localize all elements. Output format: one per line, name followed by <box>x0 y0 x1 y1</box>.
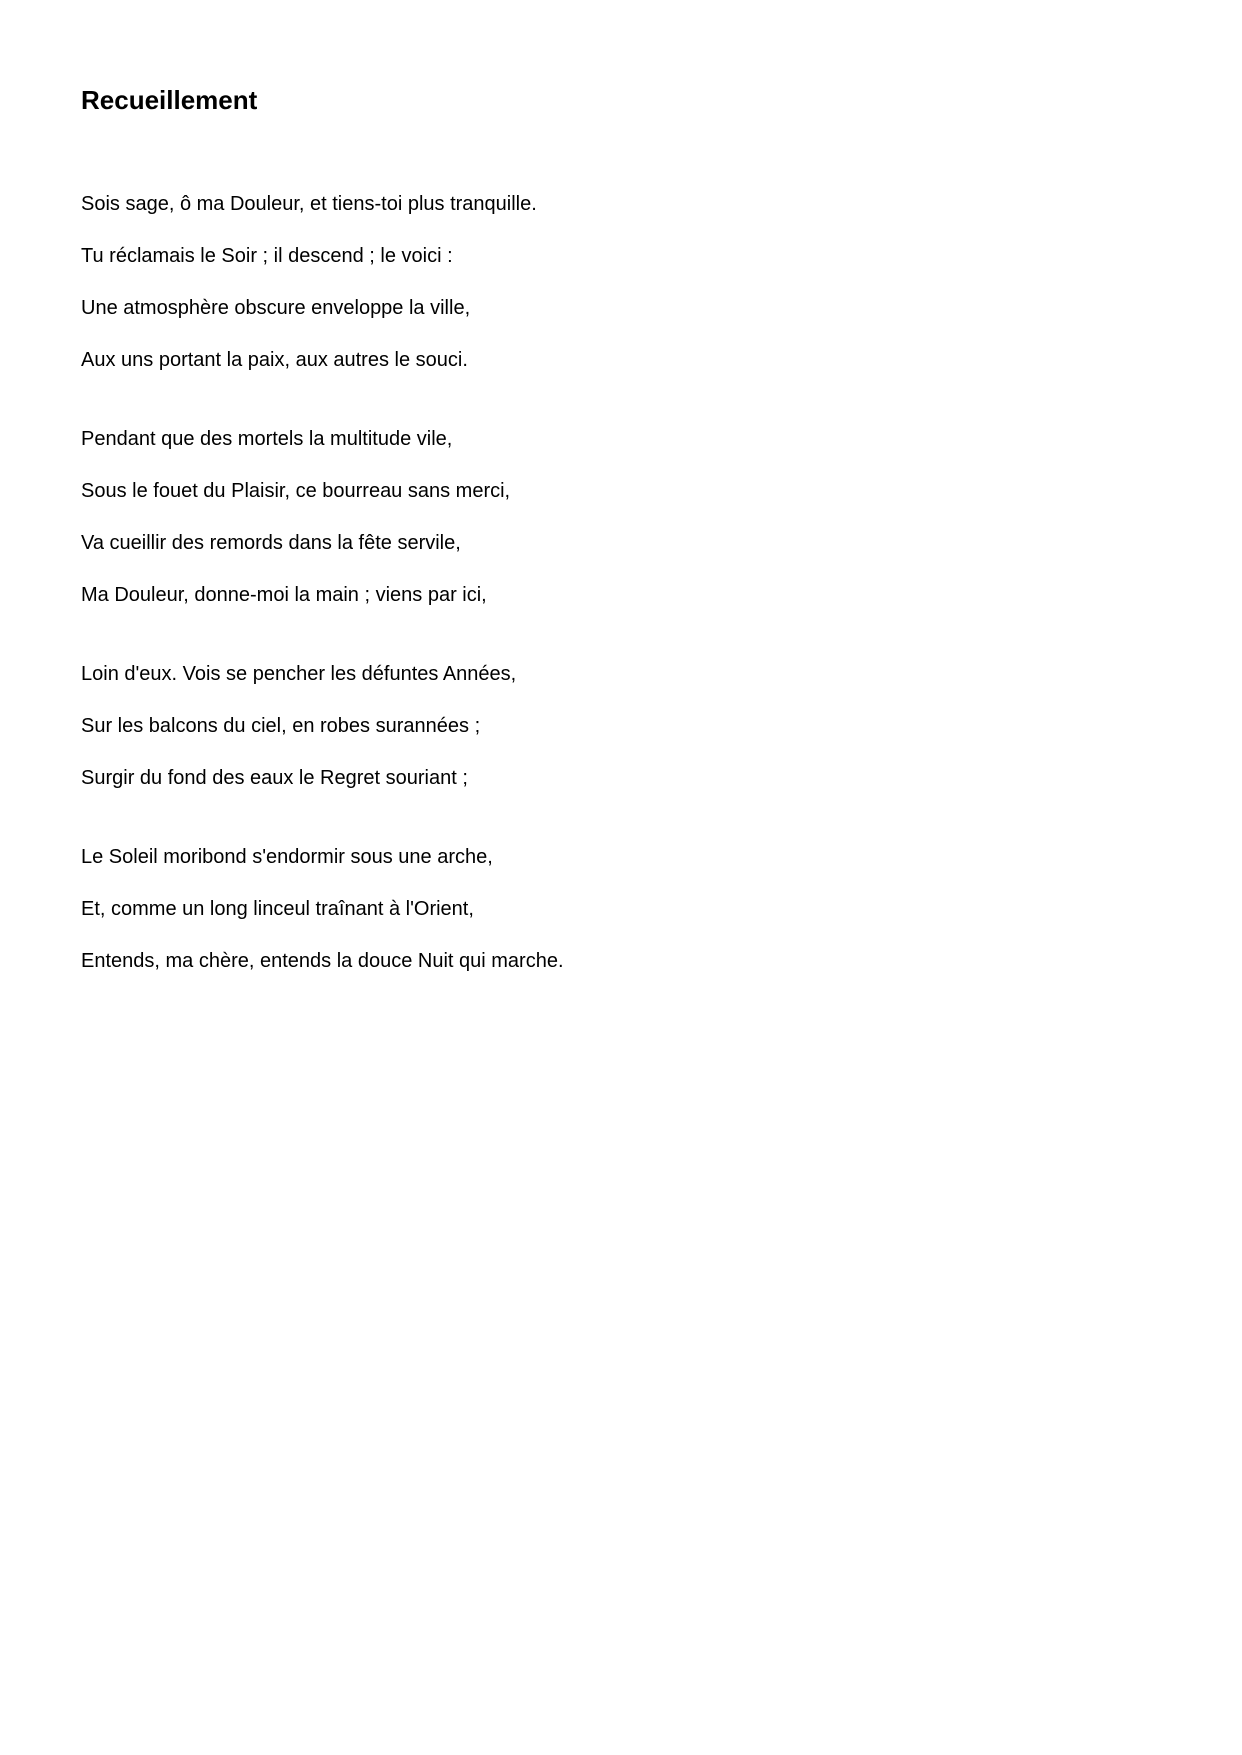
poem-body <box>81 191 1161 1027</box>
verse-line: Tu réclamais le Soir ; il descend ; le voici : <box>81 245 453 267</box>
verse-line: Une atmosphère obscure enveloppe la ville, <box>81 297 471 319</box>
stanza-4 <box>81 844 1161 974</box>
stanza-2 <box>81 426 1161 608</box>
verse-line: Surgir du fond des eaux le Regret souriant ; <box>81 767 468 789</box>
verse-line: Va cueillir des remords dans la fête servile, <box>81 532 461 554</box>
verse-line: Aux uns portant la paix, aux autres le souci. <box>81 349 468 371</box>
verse-line: Ma Douleur, donne-moi la main ; viens par ici, <box>81 584 487 606</box>
verse-line: Entends, ma chère, entends la douce Nuit qui marche. <box>81 950 564 972</box>
verse-line: Et, comme un long linceul traînant à l'Orient, <box>81 898 474 920</box>
stanza-3 <box>81 661 1161 791</box>
poem-title: Recueillement <box>81 85 258 115</box>
verse-line: Sur les balcons du ciel, en robes surannées ; <box>81 715 481 737</box>
stanza-1 <box>81 191 1161 373</box>
verse-line: Le Soleil moribond s'endormir sous une arche, <box>81 846 493 868</box>
verse-line: Sois sage, ô ma Douleur, et tiens-toi plus tranquille. <box>81 193 537 215</box>
verse-line: Loin d'eux. Vois se pencher les défuntes Années, <box>81 663 517 685</box>
verse-line: Sous le fouet du Plaisir, ce bourreau sans merci, <box>81 480 511 502</box>
verse-line: Pendant que des mortels la multitude vile, <box>81 428 453 450</box>
